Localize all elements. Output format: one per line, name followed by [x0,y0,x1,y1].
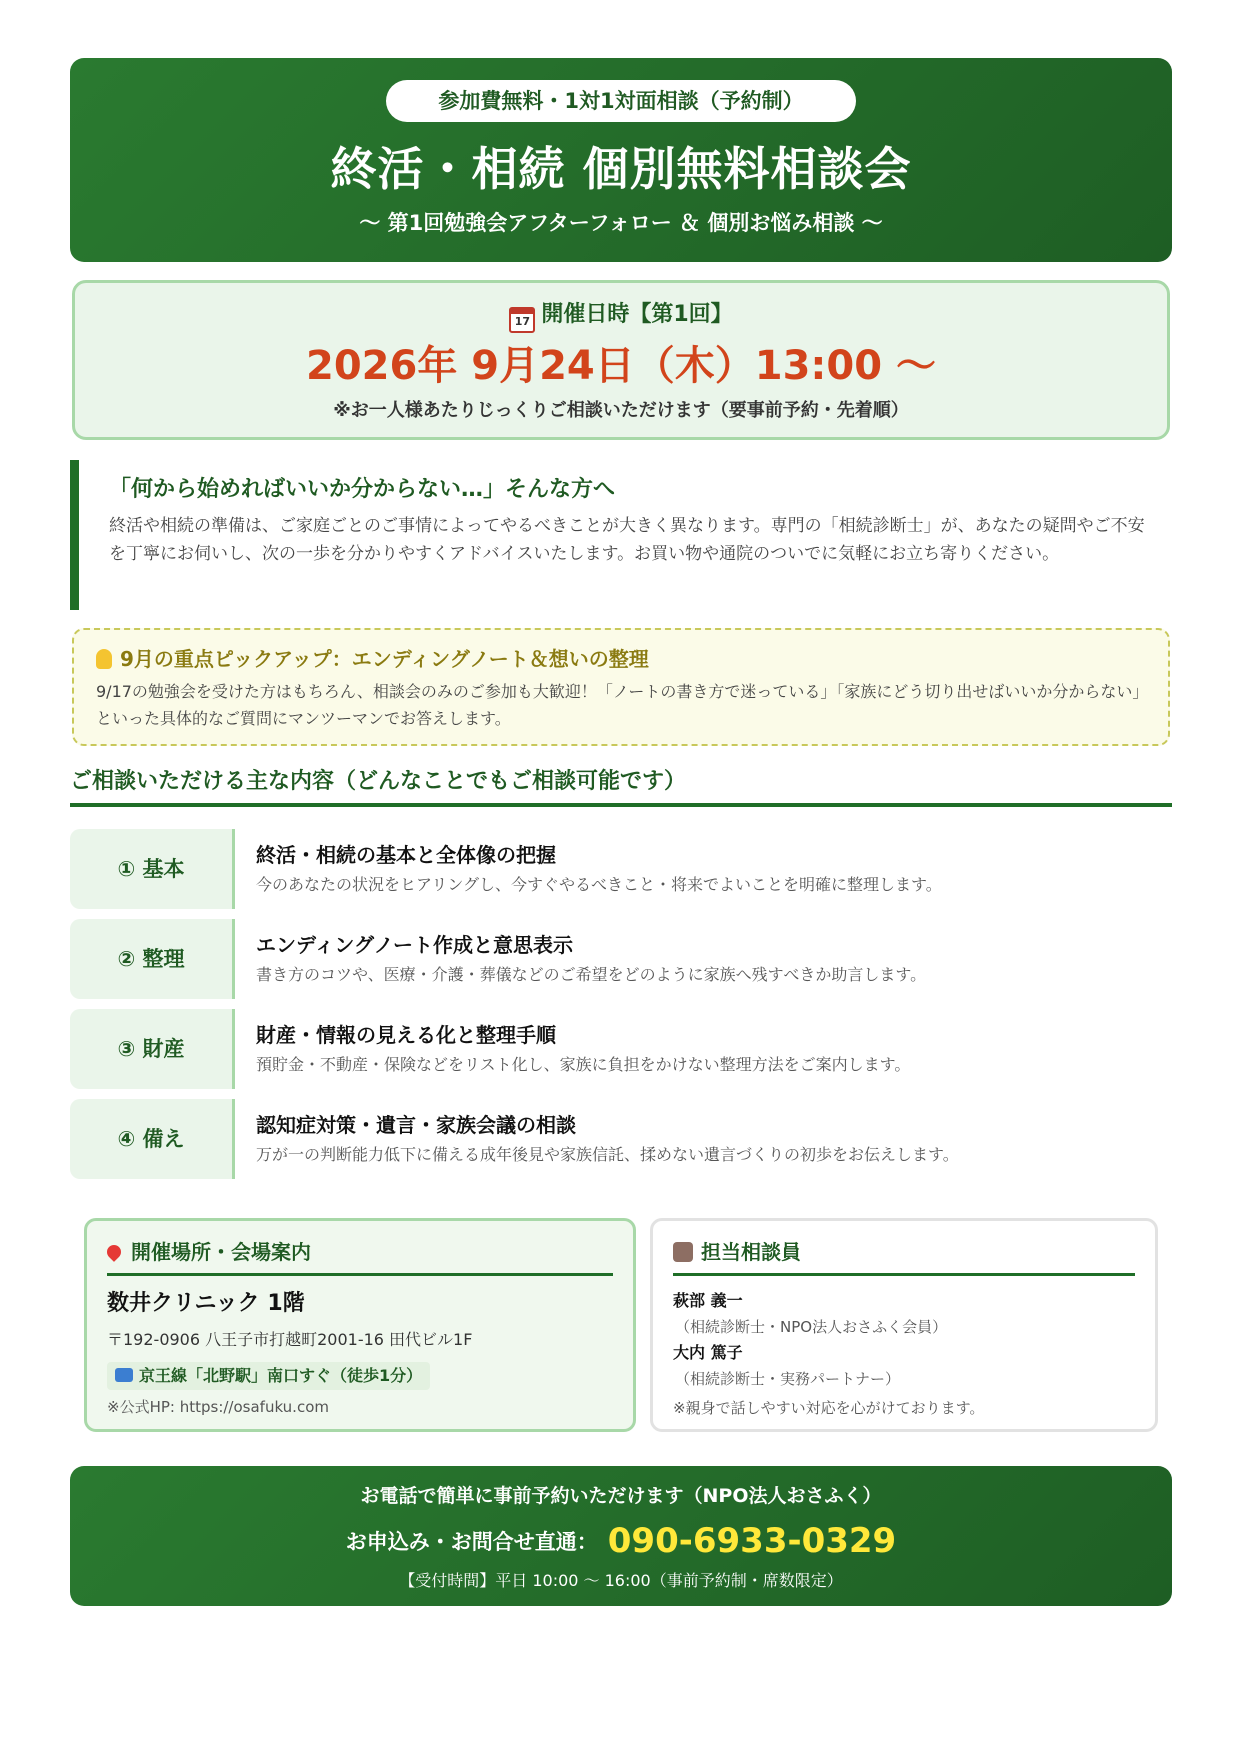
topic-title: 終活・相続の基本と全体像の把握 [256,843,556,867]
pickup-box [72,628,1170,746]
staff-name: 大内 篤子 [673,1343,743,1362]
topic-item [70,1099,1172,1179]
intro-body: 終活や相続の準備は、ご家庭ごとのご事情によってやるべきことが大きく異なります。専門の「相続診断士」が、あなたの疑問やご不安を丁寧にお伺いし、次の一歩を分かりやすくアドバイスいたします。お買い物や通院のついでに気軽にお立ち寄りください。 [109,516,1145,564]
staff-name: 萩部 義一 [673,1291,743,1310]
topic-tag: ② 整理 [70,919,235,999]
topic-tag: ① 基本 [70,829,235,909]
reservation-line: お電話で簡単に事前予約いただけます（NPO法人おさふく） [360,1485,882,1507]
venue-name: 数井クリニック 1階 [107,1291,305,1316]
lightbulb-icon [96,649,112,669]
schedule-box [72,280,1170,440]
footer-contact-banner [70,1466,1172,1606]
topic-desc: 書き方のコツや、医療・介護・葬儀などのご希望をどのように家族へ残すべきか助言します。 [256,965,927,984]
calendar-icon: 17 [509,307,535,333]
venue-homepage-link[interactable]: ※公式HP: https://osafuku.com [107,1398,329,1416]
intro-heading: 「何から始めればいいか分からない…」そんな方へ [109,477,616,502]
venue-heading-text: 開催場所・会場案内 [131,1240,311,1264]
topic-title: 財産・情報の見える化と整理手順 [256,1023,556,1047]
header-banner [70,58,1172,262]
venue-heading [107,1237,613,1276]
map-pin-icon [104,1242,124,1262]
schedule-note: ※お一人様あたりじっくりご相談いただけます（要事前予約・先着順） [333,400,909,421]
topic-item [70,919,1172,999]
pickup-heading-text: 9月の重点ピックアップ：エンディングノート＆想いの整理 [120,647,649,671]
free-consultation-pill: 参加費無料・1対1対面相談（予約制） [386,80,856,122]
topic-desc: 今のあなたの状況をヒアリングし、今すぐやるべきこと・将来でよいことを明確に整理します。 [256,875,942,894]
topic-item [70,829,1172,909]
schedule-label-text: 開催日時【第1回】 [541,302,733,327]
contact-label: お申込み・お問合せ直通： [345,1530,598,1554]
staff-note: ※親身で話しやすい対応を心がけております。 [673,1399,985,1417]
venue-access [107,1362,430,1390]
venue-address: 〒192-0906 八王子市打越町2001-16 田代ビル1F [107,1330,473,1349]
topic-tag: ④ 備え [70,1099,235,1179]
topics-section-title: ご相談いただける主な内容（どんなことでもご相談可能です） [70,765,1172,807]
train-icon [115,1368,133,1382]
contact-line [70,1518,1172,1565]
pickup-body: 9/17の勉強会を受けた方はもちろん、相談会のみのご参加も大歓迎！「ノートの書き方で迷っている」「家族にどう切り出せばいいか分からない」といった具体的なご質問にマンツーマンでお答えします。 [96,682,1141,728]
page-subtitle: 〜 第1回勉強会アフターフォロー ＆ 個別お悩み相談 〜 [359,211,883,235]
topic-title: エンディングノート作成と意思表示 [256,933,573,957]
event-datetime: 2026年 9月24日（木）13:00 〜 [306,343,936,389]
teacher-icon [673,1242,693,1262]
staff-role: （相続診断士・実務パートナー） [675,1370,901,1388]
page-title: 終活・相続 個別無料相談会 [330,142,912,196]
staff-role: （相続診断士・NPO法人おさふく会員） [675,1318,948,1336]
phone-number[interactable]: 090-6933-0329 [607,1521,897,1561]
topic-title: 認知症対策・遺言・家族会議の相談 [256,1113,576,1137]
venue-card [84,1218,636,1432]
venue-access-text: 京王線「北野駅」南口すぐ（徒歩1分） [139,1366,423,1385]
topic-desc: 預貯金・不動産・保険などをリスト化し、家族に負担をかけない整理方法をご案内します。 [256,1055,911,1074]
topic-tag: ③ 財産 [70,1009,235,1089]
topic-desc: 万が一の判断能力低下に備える成年後見や家族信託、揉めない遺言づくりの初歩をお伝えします。 [256,1145,959,1164]
staff-card [650,1218,1158,1432]
schedule-label [75,299,1167,333]
staff-heading-text: 担当相談員 [701,1240,801,1264]
reception-hours: 【受付時間】平日 10:00 〜 16:00（事前予約制・席数限定） [399,1571,843,1590]
staff-heading [673,1237,1135,1276]
pickup-heading [96,644,1146,674]
intro-section [70,460,1172,610]
topic-item [70,1009,1172,1089]
